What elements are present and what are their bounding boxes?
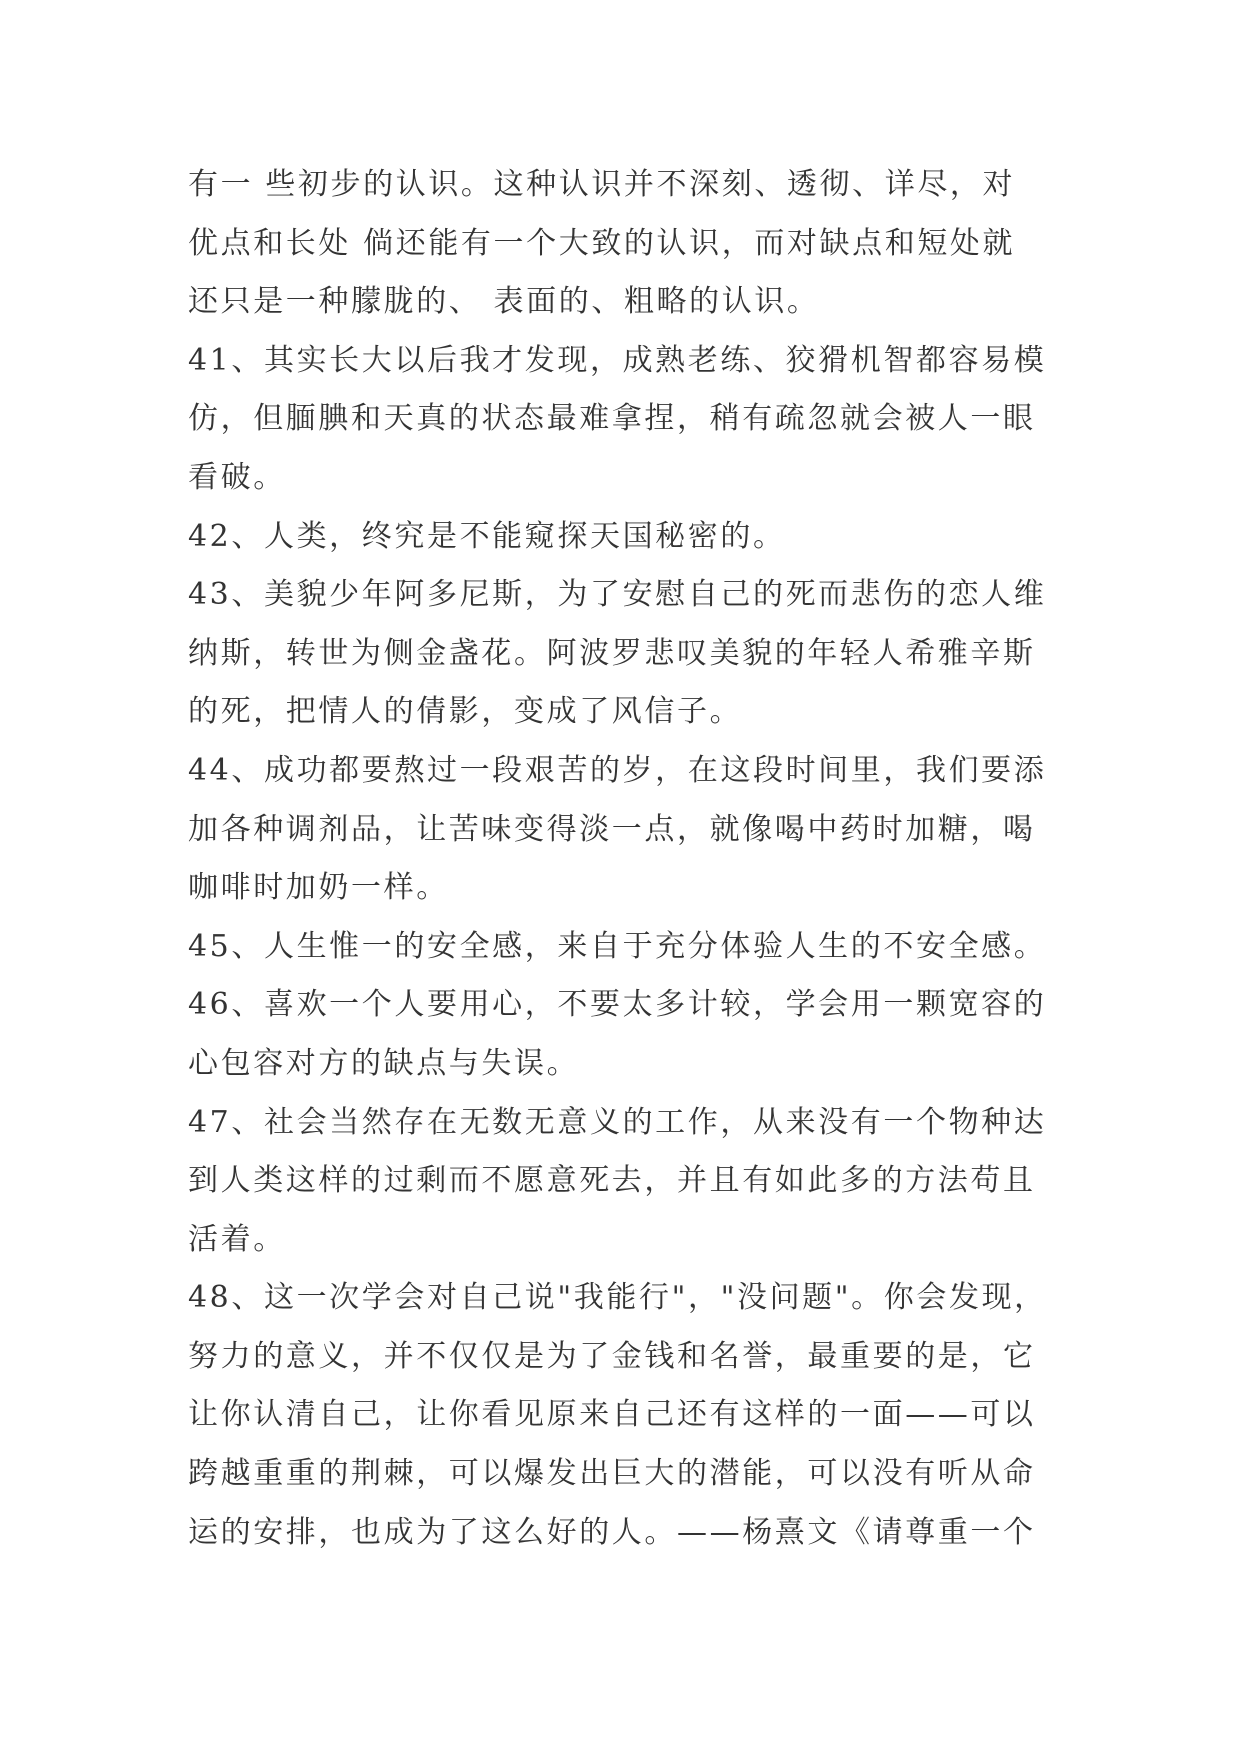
text-line: 跨越重重的荆棘，可以爆发出巨大的潜能，可以没有听从命 <box>188 1456 1036 1492</box>
document-body <box>188 156 1088 1562</box>
text-line: 46、喜欢一个人要用心，不要太多计较，学会用一颗宽容的 <box>188 987 1047 1023</box>
text-line: 看破。 <box>188 459 286 495</box>
text-line: 44、成功都要熬过一段艰苦的岁，在这段时间里，我们要添 <box>188 752 1047 788</box>
text-line: 47、社会当然存在无数无意义的工作，从来没有一个物种达 <box>188 1104 1047 1140</box>
text-line: 有一 些初步的认识。这种认识并不深刻、透彻、详尽，对 <box>188 167 1016 202</box>
text-line: 纳斯，转世为侧金盏花。阿波罗悲叹美貌的年轻人希雅辛斯 <box>188 635 1036 671</box>
text-line: 心包容对方的缺点与失误。 <box>188 1045 580 1081</box>
text-line: 48、这一次学会对自己说"我能行"，"没问题"。你会发现， <box>188 1280 1047 1316</box>
text-line: 41、其实长大以后我才发现，成熟老练、狡猾机智都容易模 <box>188 342 1047 378</box>
text-line: 加各种调剂品，让苦味变得淡一点，就像喝中药时加糖，喝 <box>188 811 1036 847</box>
text-line: 42、人类，终究是不能窥探天国秘密的。 <box>188 518 786 554</box>
text-line: 的死，把情人的倩影，变成了风信子。 <box>188 694 743 730</box>
text-line: 仿，但腼腆和天真的状态最难拿捏，稍有疏忽就会被人一眼 <box>188 401 1036 437</box>
text-line: 45、人生惟一的安全感，来自于充分体验人生的不安全感。 <box>188 928 1047 964</box>
text-line: 43、美貌少年阿多尼斯，为了安慰自己的死而悲伤的恋人维 <box>188 577 1047 613</box>
text-line: 优点和长处 倘还能有一个大致的认识，而对缺点和短处就 <box>188 225 1016 261</box>
text-line: 让你认清自己，让你看见原来自己还有这样的一面——可以 <box>188 1397 1036 1433</box>
text-line: 到人类这样的过剩而不愿意死去，并且有如此多的方法苟且 <box>188 1163 1036 1199</box>
text-line: 努力的意义，并不仅仅是为了金钱和名誉，最重要的是，它 <box>188 1338 1036 1374</box>
text-line: 活着。 <box>188 1221 286 1257</box>
text-line: 运的安排，也成为了这么好的人。——杨熹文《请尊重一个 <box>188 1514 1036 1550</box>
text-line: 咖啡时加奶一样。 <box>188 870 449 906</box>
text-line: 还只是一种朦胧的、 表面的、粗略的认识。 <box>188 284 820 320</box>
